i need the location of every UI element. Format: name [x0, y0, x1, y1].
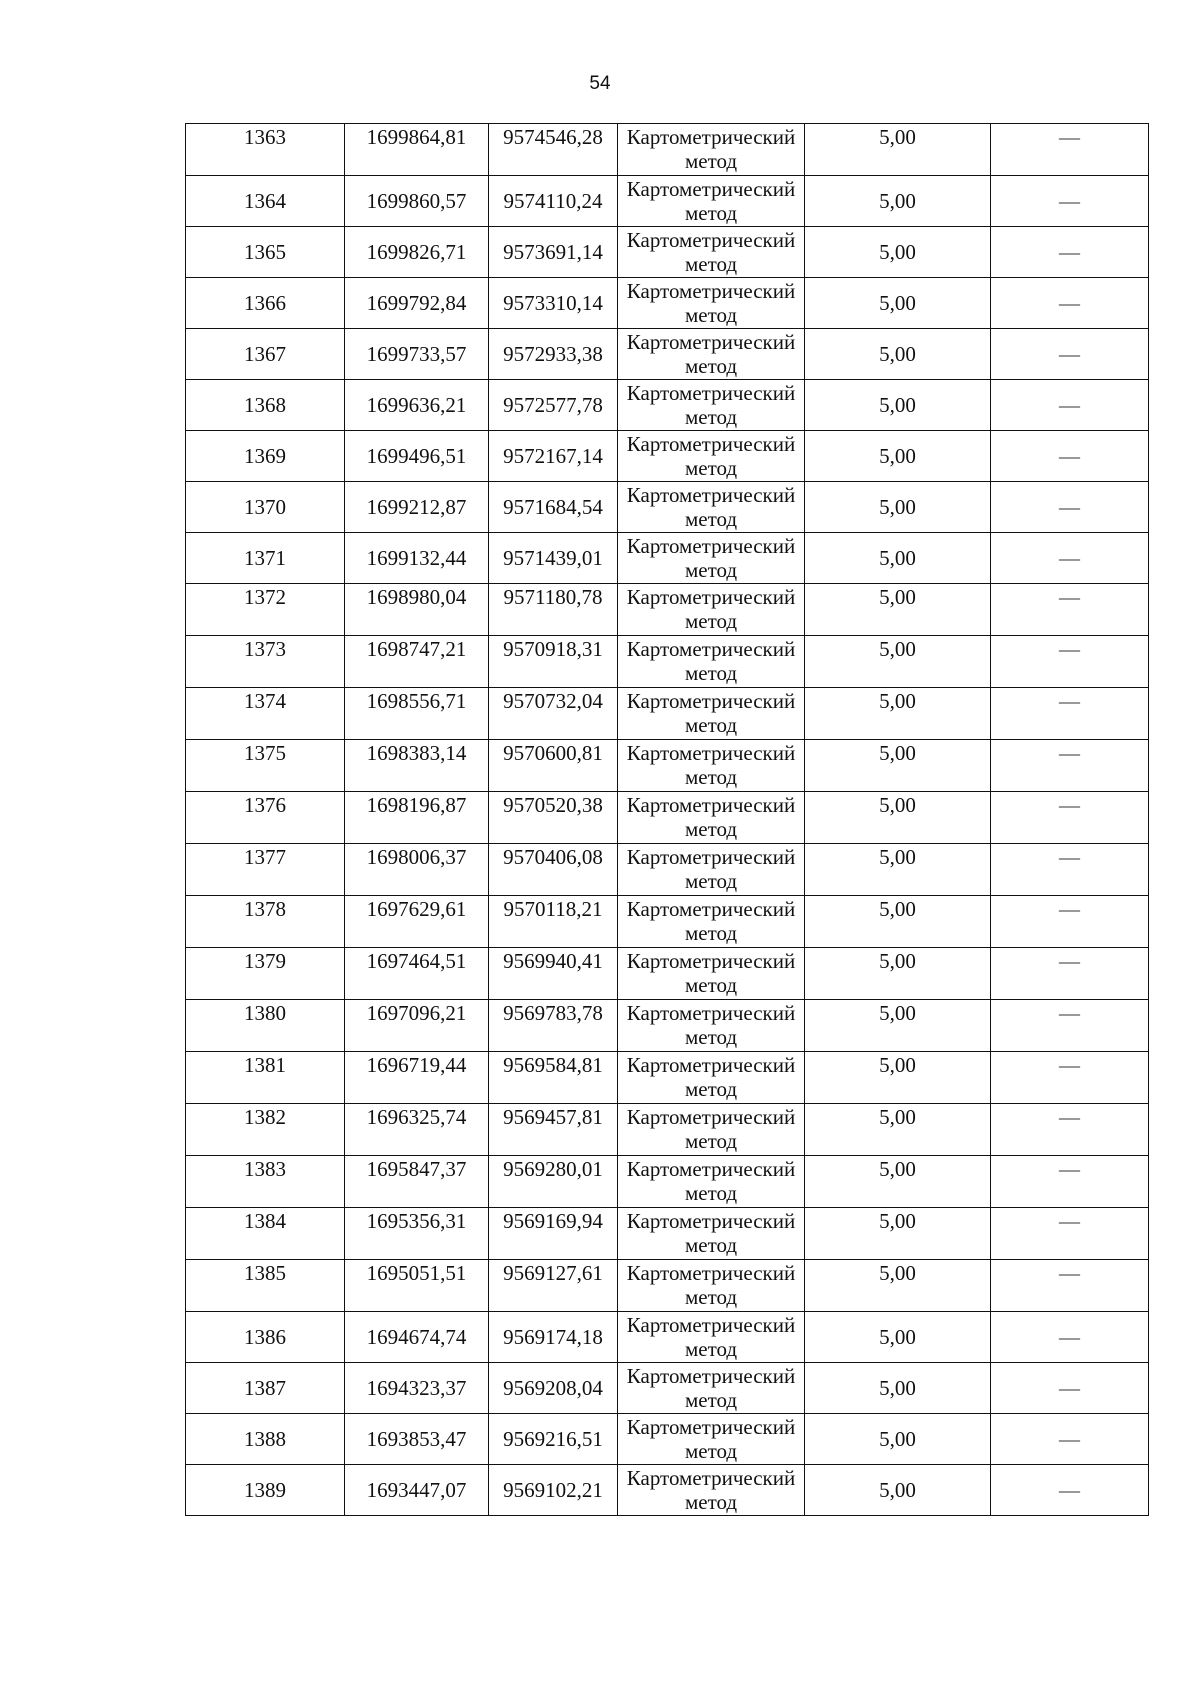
method-text-line2: метод [684, 1181, 738, 1205]
y-coordinate-cell: 9569457,81 [489, 1104, 618, 1156]
method-text-line2: метод [684, 1025, 738, 1049]
y-coordinate-cell: 9570918,31 [489, 636, 618, 688]
precision-cell: 5,00 [805, 740, 991, 792]
note-dash-cell: — [991, 533, 1149, 584]
method-text-line1: Картометрический [626, 689, 796, 713]
point-number-cell: 1385 [186, 1260, 345, 1312]
method-cell [618, 1208, 805, 1260]
method-text-line2: метод [684, 1337, 738, 1361]
x-coordinate-cell: 1697464,51 [345, 948, 489, 1000]
precision-cell: 5,00 [805, 792, 991, 844]
method-cell [618, 896, 805, 948]
table-row [186, 1156, 1149, 1208]
method-cell [618, 740, 805, 792]
point-number-cell: 1364 [186, 176, 345, 227]
precision-cell: 5,00 [805, 1208, 991, 1260]
method-text-line1: Картометрический [626, 1001, 796, 1025]
method-cell [618, 278, 805, 329]
table-row [186, 584, 1149, 636]
x-coordinate-cell: 1699826,71 [345, 227, 489, 278]
x-coordinate-cell: 1698006,37 [345, 844, 489, 896]
method-text-line1: Картометрический [626, 381, 796, 405]
note-dash-cell: — [991, 1363, 1149, 1414]
y-coordinate-cell: 9569940,41 [489, 948, 618, 1000]
precision-cell: 5,00 [805, 278, 991, 329]
method-cell [618, 1465, 805, 1516]
x-coordinate-cell: 1698980,04 [345, 584, 489, 636]
point-number-cell: 1365 [186, 227, 345, 278]
note-dash-cell: — [991, 329, 1149, 380]
point-number-cell: 1371 [186, 533, 345, 584]
note-dash-cell: — [991, 482, 1149, 533]
precision-cell: 5,00 [805, 844, 991, 896]
method-cell [618, 1000, 805, 1052]
y-coordinate-cell: 9571439,01 [489, 533, 618, 584]
method-text-line1: Картометрический [626, 1209, 796, 1233]
method-text-line2: метод [684, 973, 738, 997]
point-number-cell: 1388 [186, 1414, 345, 1465]
table-row [186, 1208, 1149, 1260]
point-number-cell: 1389 [186, 1465, 345, 1516]
precision-cell: 5,00 [805, 1156, 991, 1208]
table-row [186, 329, 1149, 380]
x-coordinate-cell: 1697096,21 [345, 1000, 489, 1052]
precision-cell: 5,00 [805, 533, 991, 584]
note-dash-cell: — [991, 1052, 1149, 1104]
point-number-cell: 1384 [186, 1208, 345, 1260]
note-dash-cell: — [991, 1104, 1149, 1156]
method-text-line2: метод [684, 558, 738, 582]
method-text-line2: метод [684, 405, 738, 429]
method-cell [618, 948, 805, 1000]
method-cell [618, 584, 805, 636]
method-text-line1: Картометрический [626, 793, 796, 817]
precision-cell: 5,00 [805, 1260, 991, 1312]
method-text-line1: Картометрический [626, 1157, 796, 1181]
method-text-line2: метод [684, 817, 738, 841]
point-number-cell: 1377 [186, 844, 345, 896]
x-coordinate-cell: 1697629,61 [345, 896, 489, 948]
table-row [186, 740, 1149, 792]
y-coordinate-cell: 9570600,81 [489, 740, 618, 792]
x-coordinate-cell: 1699212,87 [345, 482, 489, 533]
note-dash-cell: — [991, 1208, 1149, 1260]
method-text-line1: Картометрический [626, 1313, 796, 1337]
table-row [186, 1104, 1149, 1156]
table-row [186, 792, 1149, 844]
note-dash-cell: — [991, 584, 1149, 636]
note-dash-cell: — [991, 431, 1149, 482]
table-row [186, 431, 1149, 482]
table-row [186, 688, 1149, 740]
method-cell [618, 176, 805, 227]
y-coordinate-cell: 9572167,14 [489, 431, 618, 482]
y-coordinate-cell: 9572577,78 [489, 380, 618, 431]
point-number-cell: 1381 [186, 1052, 345, 1104]
point-number-cell: 1372 [186, 584, 345, 636]
method-text-line2: метод [684, 1490, 738, 1514]
method-text-line1: Картометрический [626, 949, 796, 973]
table-row [186, 844, 1149, 896]
y-coordinate-cell: 9571684,54 [489, 482, 618, 533]
method-text-line2: метод [684, 252, 738, 276]
method-text-line1: Картометрический [626, 897, 796, 921]
table-row [186, 636, 1149, 688]
method-cell [618, 1104, 805, 1156]
point-number-cell: 1386 [186, 1312, 345, 1363]
x-coordinate-cell: 1693853,47 [345, 1414, 489, 1465]
y-coordinate-cell: 9569102,21 [489, 1465, 618, 1516]
method-cell [618, 380, 805, 431]
precision-cell: 5,00 [805, 1465, 991, 1516]
note-dash-cell: — [991, 740, 1149, 792]
point-number-cell: 1383 [186, 1156, 345, 1208]
method-text-line1: Картометрический [626, 177, 796, 201]
y-coordinate-cell: 9574110,24 [489, 176, 618, 227]
method-cell [618, 636, 805, 688]
point-number-cell: 1380 [186, 1000, 345, 1052]
method-text-line2: метод [684, 1129, 738, 1153]
precision-cell: 5,00 [805, 1104, 991, 1156]
point-number-cell: 1387 [186, 1363, 345, 1414]
point-number-cell: 1366 [186, 278, 345, 329]
table-row [186, 896, 1149, 948]
table-row [186, 278, 1149, 329]
method-cell [618, 533, 805, 584]
y-coordinate-cell: 9569216,51 [489, 1414, 618, 1465]
method-cell [618, 792, 805, 844]
method-text-line2: метод [684, 456, 738, 480]
precision-cell: 5,00 [805, 1414, 991, 1465]
point-number-cell: 1367 [186, 329, 345, 380]
method-text-line2: метод [684, 303, 738, 327]
precision-cell: 5,00 [805, 896, 991, 948]
table-row [186, 1363, 1149, 1414]
method-cell [618, 431, 805, 482]
point-number-cell: 1382 [186, 1104, 345, 1156]
table-row [186, 1260, 1149, 1312]
note-dash-cell: — [991, 792, 1149, 844]
precision-cell: 5,00 [805, 1363, 991, 1414]
y-coordinate-cell: 9569208,04 [489, 1363, 618, 1414]
method-cell [618, 124, 805, 176]
y-coordinate-cell: 9569169,94 [489, 1208, 618, 1260]
point-number-cell: 1376 [186, 792, 345, 844]
table-row [186, 1052, 1149, 1104]
method-text-line1: Картометрический [626, 279, 796, 303]
method-text-line2: метод [684, 869, 738, 893]
table-row [186, 380, 1149, 431]
point-number-cell: 1368 [186, 380, 345, 431]
table-row [186, 948, 1149, 1000]
x-coordinate-cell: 1698747,21 [345, 636, 489, 688]
y-coordinate-cell: 9574546,28 [489, 124, 618, 176]
y-coordinate-cell: 9570406,08 [489, 844, 618, 896]
method-text-line1: Картометрический [626, 1105, 796, 1129]
note-dash-cell: — [991, 227, 1149, 278]
x-coordinate-cell: 1695847,37 [345, 1156, 489, 1208]
method-text-line2: метод [684, 1077, 738, 1101]
method-cell [618, 1156, 805, 1208]
y-coordinate-cell: 9569783,78 [489, 1000, 618, 1052]
method-cell [618, 688, 805, 740]
y-coordinate-cell: 9569584,81 [489, 1052, 618, 1104]
method-cell [618, 1312, 805, 1363]
table-row [186, 482, 1149, 533]
note-dash-cell: — [991, 1312, 1149, 1363]
precision-cell: 5,00 [805, 227, 991, 278]
note-dash-cell: — [991, 278, 1149, 329]
table-row [186, 227, 1149, 278]
method-text-line2: метод [684, 354, 738, 378]
x-coordinate-cell: 1694323,37 [345, 1363, 489, 1414]
x-coordinate-cell: 1699132,44 [345, 533, 489, 584]
method-text-line2: метод [684, 1439, 738, 1463]
point-number-cell: 1379 [186, 948, 345, 1000]
method-text-line1: Картометрический [626, 432, 796, 456]
x-coordinate-cell: 1693447,07 [345, 1465, 489, 1516]
x-coordinate-cell: 1694674,74 [345, 1312, 489, 1363]
point-number-cell: 1373 [186, 636, 345, 688]
note-dash-cell: — [991, 380, 1149, 431]
note-dash-cell: — [991, 124, 1149, 176]
point-number-cell: 1363 [186, 124, 345, 176]
method-text-line1: Картометрический [626, 1261, 796, 1285]
method-text-line1: Картометрический [626, 585, 796, 609]
x-coordinate-cell: 1699864,81 [345, 124, 489, 176]
method-cell [618, 1052, 805, 1104]
method-cell [618, 1414, 805, 1465]
y-coordinate-cell: 9573691,14 [489, 227, 618, 278]
coordinates-table [185, 123, 1149, 1516]
note-dash-cell: — [991, 688, 1149, 740]
precision-cell: 5,00 [805, 482, 991, 533]
table-row [186, 176, 1149, 227]
precision-cell: 5,00 [805, 431, 991, 482]
x-coordinate-cell: 1699636,21 [345, 380, 489, 431]
method-text-line1: Картометрический [626, 1415, 796, 1439]
table-body [186, 124, 1149, 1516]
method-text-line2: метод [684, 661, 738, 685]
y-coordinate-cell: 9569174,18 [489, 1312, 618, 1363]
page-number: 54 [589, 73, 611, 94]
method-cell [618, 227, 805, 278]
method-text-line2: метод [684, 507, 738, 531]
precision-cell: 5,00 [805, 176, 991, 227]
x-coordinate-cell: 1695051,51 [345, 1260, 489, 1312]
x-coordinate-cell: 1698383,14 [345, 740, 489, 792]
precision-cell: 5,00 [805, 380, 991, 431]
y-coordinate-cell: 9573310,14 [489, 278, 618, 329]
table-row [186, 1414, 1149, 1465]
method-text-line2: метод [684, 1233, 738, 1257]
x-coordinate-cell: 1699792,84 [345, 278, 489, 329]
method-text-line1: Картометрический [626, 228, 796, 252]
method-text-line1: Картометрический [626, 1364, 796, 1388]
point-number-cell: 1378 [186, 896, 345, 948]
point-number-cell: 1369 [186, 431, 345, 482]
note-dash-cell: — [991, 1465, 1149, 1516]
y-coordinate-cell: 9570520,38 [489, 792, 618, 844]
table-row [186, 1000, 1149, 1052]
x-coordinate-cell: 1699860,57 [345, 176, 489, 227]
table-row [186, 1312, 1149, 1363]
point-number-cell: 1375 [186, 740, 345, 792]
y-coordinate-cell: 9572933,38 [489, 329, 618, 380]
method-text-line2: метод [684, 713, 738, 737]
note-dash-cell: — [991, 636, 1149, 688]
method-text-line2: метод [684, 609, 738, 633]
precision-cell: 5,00 [805, 1052, 991, 1104]
method-text-line2: метод [684, 765, 738, 789]
table-row [186, 533, 1149, 584]
method-text-line2: метод [684, 201, 738, 225]
method-text-line2: метод [684, 1285, 738, 1309]
x-coordinate-cell: 1698196,87 [345, 792, 489, 844]
note-dash-cell: — [991, 896, 1149, 948]
x-coordinate-cell: 1698556,71 [345, 688, 489, 740]
method-text-line1: Картометрический [626, 483, 796, 507]
method-text-line2: метод [684, 1388, 738, 1412]
y-coordinate-cell: 9571180,78 [489, 584, 618, 636]
x-coordinate-cell: 1696325,74 [345, 1104, 489, 1156]
method-cell [618, 329, 805, 380]
point-number-cell: 1374 [186, 688, 345, 740]
precision-cell: 5,00 [805, 1312, 991, 1363]
method-text-line1: Картометрический [626, 741, 796, 765]
precision-cell: 5,00 [805, 688, 991, 740]
x-coordinate-cell: 1699496,51 [345, 431, 489, 482]
table-row [186, 124, 1149, 176]
method-text-line1: Картометрический [626, 845, 796, 869]
method-text-line1: Картометрический [626, 125, 796, 149]
y-coordinate-cell: 9570732,04 [489, 688, 618, 740]
x-coordinate-cell: 1696719,44 [345, 1052, 489, 1104]
precision-cell: 5,00 [805, 948, 991, 1000]
precision-cell: 5,00 [805, 329, 991, 380]
point-number-cell: 1370 [186, 482, 345, 533]
note-dash-cell: — [991, 948, 1149, 1000]
method-cell [618, 844, 805, 896]
note-dash-cell: — [991, 1260, 1149, 1312]
method-cell [618, 1260, 805, 1312]
method-text-line1: Картометрический [626, 637, 796, 661]
method-text-line1: Картометрический [626, 330, 796, 354]
method-text-line1: Картометрический [626, 1466, 796, 1490]
method-text-line2: метод [684, 921, 738, 945]
note-dash-cell: — [991, 1414, 1149, 1465]
precision-cell: 5,00 [805, 1000, 991, 1052]
note-dash-cell: — [991, 176, 1149, 227]
x-coordinate-cell: 1695356,31 [345, 1208, 489, 1260]
method-text-line1: Картометрический [626, 1053, 796, 1077]
y-coordinate-cell: 9569280,01 [489, 1156, 618, 1208]
x-coordinate-cell: 1699733,57 [345, 329, 489, 380]
note-dash-cell: — [991, 844, 1149, 896]
y-coordinate-cell: 9570118,21 [489, 896, 618, 948]
note-dash-cell: — [991, 1000, 1149, 1052]
note-dash-cell: — [991, 1156, 1149, 1208]
method-cell [618, 482, 805, 533]
table-row [186, 1465, 1149, 1516]
precision-cell: 5,00 [805, 636, 991, 688]
method-text-line2: метод [684, 149, 738, 173]
method-text-line1: Картометрический [626, 534, 796, 558]
y-coordinate-cell: 9569127,61 [489, 1260, 618, 1312]
method-cell [618, 1363, 805, 1414]
precision-cell: 5,00 [805, 124, 991, 176]
precision-cell: 5,00 [805, 584, 991, 636]
